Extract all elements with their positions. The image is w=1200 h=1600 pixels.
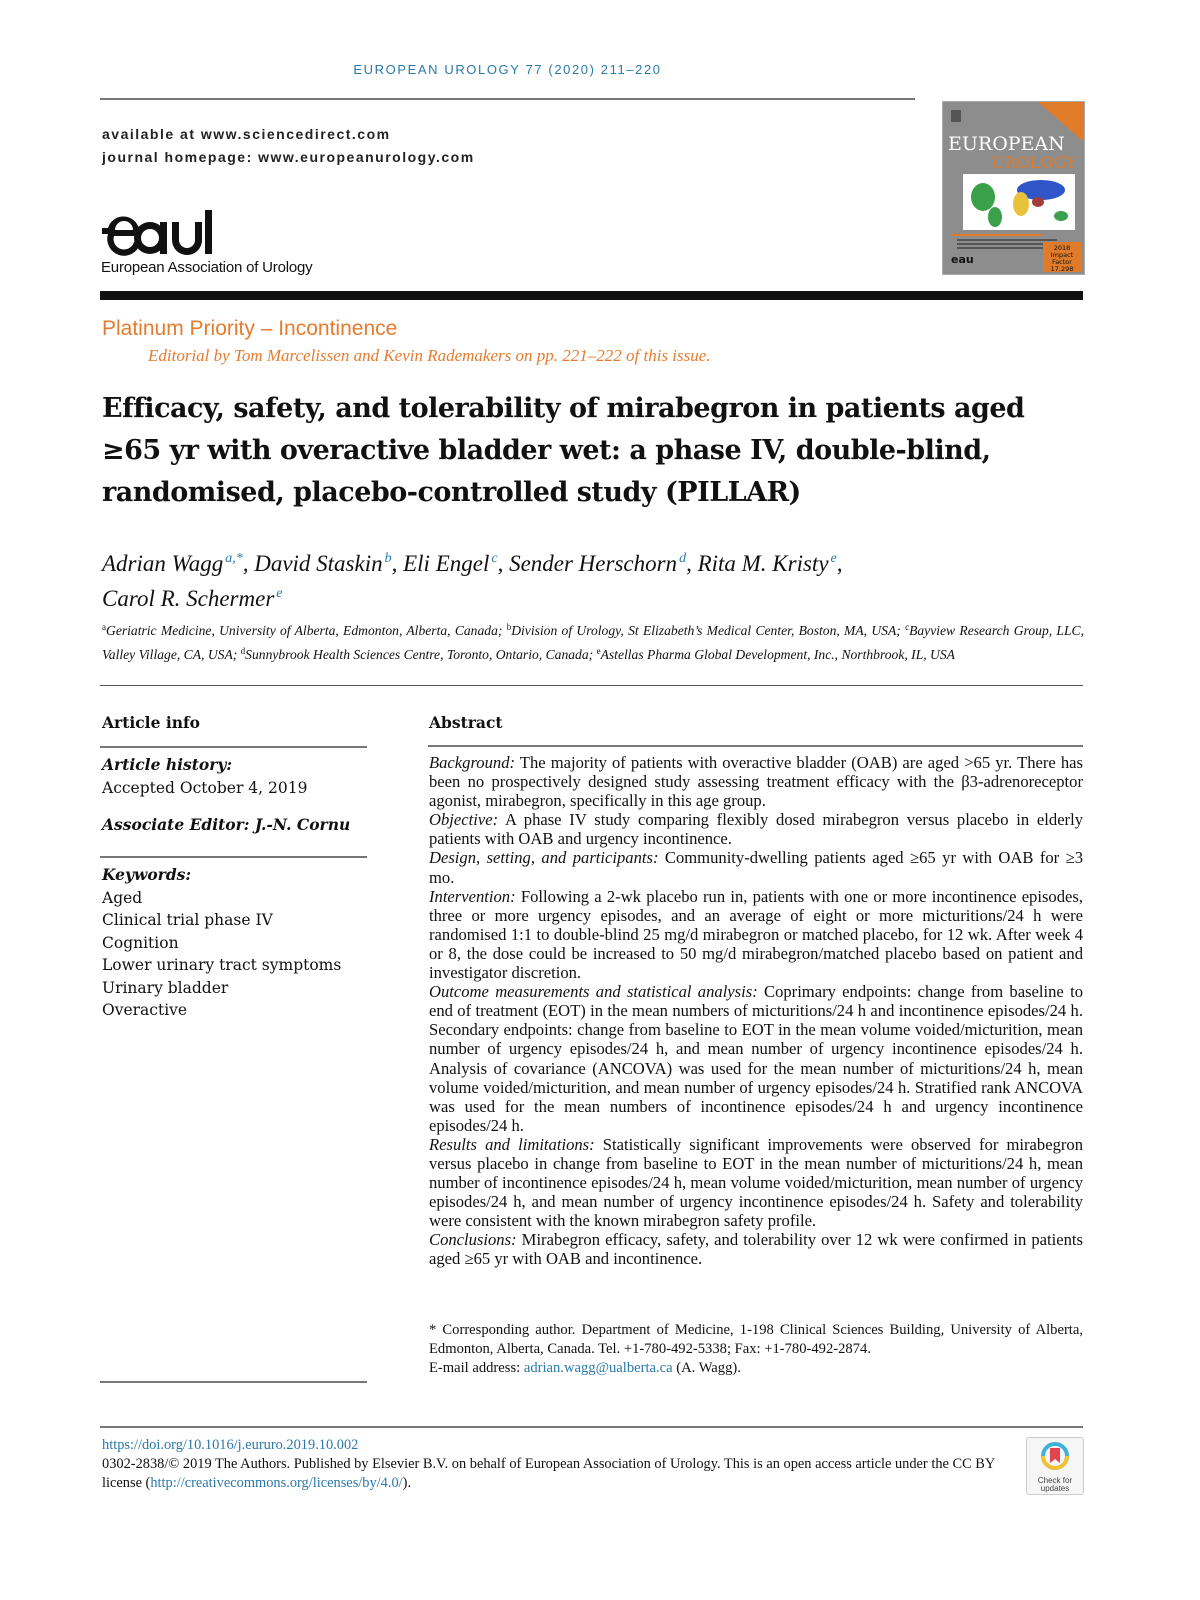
affiliation-mark: e	[596, 646, 601, 656]
license-link[interactable]: http://creativecommons.org/licenses/by/4.0/	[150, 1474, 403, 1491]
keyword: Overactive	[102, 1001, 188, 1019]
abstract-section-text: Community-dwelling patients aged ≥65 yr with OAB for ≥3 mo.	[429, 848, 1083, 887]
svg-text:eau: eau	[951, 253, 974, 266]
keyword: Aged	[102, 888, 143, 907]
keyword: Cognition	[102, 933, 179, 952]
eau-logo	[100, 208, 340, 260]
author	[403, 551, 509, 576]
journal-cover-thumbnail[interactable]	[942, 101, 1085, 275]
email-link[interactable]: adrian.wagg@ualberta.ca	[523, 1360, 673, 1376]
header-divider	[100, 98, 915, 100]
abstract-section-outcome	[429, 982, 1083, 1135]
article-info-heading: Article info	[102, 713, 200, 732]
svg-text:2018: 2018	[1053, 244, 1071, 252]
keywords-block	[102, 864, 341, 1022]
affiliation: Division of Urology, St Elizabeth’s Medical Center, Boston, MA, USA;	[511, 623, 906, 638]
copyright-text: 0302-2838/© 2019 The Authors. Published by Elsevier B.V. on behalf of European Association of Urology. This is an open access article under the CC BY license (	[102, 1455, 995, 1491]
header-thick-divider	[100, 291, 1083, 300]
author-affiliation-mark[interactable]: c	[491, 551, 498, 566]
author-separator: ,	[686, 551, 698, 576]
author-affiliation-mark[interactable]: b	[384, 551, 392, 566]
eau-logo-mark	[100, 208, 215, 256]
author-separator: ,	[242, 551, 255, 576]
corresponding-author-text: * Corresponding author. Department of Medicine, 1-198 Clinical Sciences Building, University of Alberta, Edmonton, Alberta, Canada. Tel. +1-780-492-5338; Fax: +1-780-492-2874.	[429, 1322, 1083, 1357]
availability-block	[102, 123, 475, 169]
author-affiliation-mark[interactable]: e	[830, 551, 837, 566]
abstract-section-label: Intervention:	[429, 886, 516, 906]
article-info-divider	[100, 746, 367, 748]
author-name: Rita M. Kristy	[697, 551, 829, 576]
abstract-body	[429, 753, 1083, 1269]
available-at-text[interactable]: available at www.sciencedirect.com	[102, 126, 391, 142]
keywords-label: Keywords:	[102, 865, 192, 884]
author-affiliation-mark[interactable]: a,*	[225, 551, 243, 566]
abstract-section-label: Outcome measurements and statistical analysis:	[429, 982, 758, 1002]
article-title: Efficacy, safety, and tolerability of mirabegron in patients aged ≥65 yr with overactive bladder wet: a phase IV, double-blind, randomised, placebo-controlled study (PILLAR)	[102, 393, 1025, 508]
email-suffix: (A. Wagg).	[672, 1360, 741, 1376]
author-name: Eli Engel	[403, 551, 490, 576]
abstract-section-text: Following a 2-wk placebo run in, patients with one or more incontinence episodes, three or more urgency episodes, and an average of eight or more micturitions/24 h were randomised 1:1 to double-blind 25 mg/d mirabegron or matched placebo, for 12 wk. After week 4 or 8, the dose could be increased to 50 mg/d mirabegron/matched placebo based on patient and investigator discretion.	[429, 886, 1083, 983]
check-for-updates-icon	[1040, 1441, 1070, 1473]
cover-image	[943, 102, 1084, 274]
editorial-note: Editorial by Tom Marcelissen and Kevin Rademakers on pp. 221–222 of this issue.	[148, 346, 711, 365]
abstract-section-text: The majority of patients with overactive bladder (OAB) are aged >65 yr. There has been no prospectively designed study assessing treatment efficacy with the β3-adrenoreceptor agonist, mirabegron, specifically in this age group.	[429, 753, 1083, 811]
abstract-section-text: A phase IV study comparing flexibly dosed mirabegron versus placebo in elderly patients with OAB and urgency incontinence.	[429, 810, 1083, 849]
abstract-section-objective	[429, 810, 1083, 848]
author	[102, 586, 282, 611]
abstract-section-intervention	[429, 887, 1083, 982]
article-history-label: Article history:	[102, 755, 233, 774]
abstract-section-text: Statistically significant improvements were observed for mirabegron versus placebo in change from baseline to EOT in the mean number of micturitions/24 h, mean number of incontinence episodes/24 h, mean volume voided/micturition, mean number of urgency episodes/24 h, and mean number of urgency incontinence episodes/24 h. Safety and tolerability were consistent with the known mirabegron safety profile.	[429, 1134, 1083, 1231]
affiliations	[102, 617, 1084, 665]
affiliation: Geriatric Medicine, University of Alberta, Edmonton, Alberta, Canada;	[106, 623, 507, 638]
check-for-updates-label: updates	[1040, 1484, 1070, 1493]
journal-homepage-text[interactable]: journal homepage: www.europeanurology.com	[102, 149, 475, 165]
abstract-section-results	[429, 1135, 1083, 1230]
affiliation-mark: c	[905, 622, 910, 632]
author-name: Carol R. Schermer	[102, 586, 275, 611]
abstract-section-label: Design, setting, and participants:	[429, 848, 659, 868]
author	[254, 551, 403, 576]
abstract-section-label: Results and limitations:	[429, 1134, 595, 1154]
society-name: European Association of Urology	[101, 259, 313, 276]
keyword: Clinical trial phase IV	[102, 911, 273, 929]
footer-divider	[100, 1426, 1083, 1428]
keywords-divider	[100, 856, 367, 858]
author-list	[102, 544, 1092, 614]
check-for-updates-button[interactable]	[1026, 1437, 1084, 1495]
check-for-updates-label: Check for	[1037, 1476, 1073, 1485]
abstract-section-label: Objective:	[429, 810, 499, 830]
author-name: Adrian Wagg	[102, 551, 224, 576]
article-history	[102, 754, 307, 799]
doi-link[interactable]: https://doi.org/10.1016/j.eururo.2019.10.002	[102, 1437, 359, 1453]
affiliation: Astellas Pharma Global Development, Inc., Northbrook, IL, USA	[600, 647, 955, 662]
abstract-section-text: Coprimary endpoints: change from baseline to end of treatment (EOT) in the mean numbers of micturitions/24 h and incontinence episodes/24 h. Secondary endpoints: change from baseline to EOT in the mean volume voided/micturition, mean number of urgency episodes/24 h, and mean number of urgency incontinence episodes/24 h. Analysis of covariance (ANCOVA) was used for the mean number of micturitions/24 h, mean volume voided/micturition, and mean number of urgency episodes/24 h. Stratified rank ANCOVA was used for the mean numbers of incontinence episodes/24 h and urgency incontinence episodes/24 h.	[429, 982, 1083, 1135]
accepted-date: Accepted October 4, 2019	[102, 778, 308, 797]
abstract-section-label: Conclusions:	[429, 1230, 517, 1250]
section-label: Platinum Priority – Incontinence	[102, 317, 398, 340]
journal-reference: EUROPEAN UROLOGY 77 (2020) 211–220	[353, 62, 662, 77]
abstract-section-background	[429, 753, 1083, 810]
svg-text:Impact: Impact	[1050, 251, 1074, 259]
author-separator: ,	[391, 551, 404, 576]
corresponding-author-note	[429, 1321, 1083, 1378]
author	[509, 551, 698, 576]
affiliation-mark: b	[506, 622, 512, 632]
author-separator: ,	[497, 551, 510, 576]
author-name: Sender Herschorn	[509, 551, 678, 576]
abstract-section-label: Background:	[429, 753, 516, 772]
abstract-section-design	[429, 848, 1083, 886]
affiliation: Sunnybrook Health Sciences Centre, Toronto, Ontario, Canada;	[245, 647, 597, 662]
abstract-divider	[428, 745, 1083, 747]
svg-text:EUROPEAN: EUROPEAN	[948, 133, 1065, 155]
affiliation-mark: d	[240, 646, 246, 656]
keyword: Urinary bladder	[102, 978, 229, 997]
abstract-heading: Abstract	[429, 713, 503, 732]
author-separator: ,	[836, 551, 843, 576]
left-column-end-divider	[100, 1381, 367, 1383]
author	[698, 551, 843, 576]
svg-text:17.298: 17.298	[1050, 265, 1074, 273]
abstract-section-text: Mirabegron efficacy, safety, and tolerability over 12 wk were confirmed in patients aged ≥65 yr with OAB and incontinence.	[429, 1230, 1083, 1269]
author-name: David Staskin	[254, 551, 383, 576]
associate-editor: Associate Editor: J.-N. Cornu	[102, 815, 351, 834]
footer	[102, 1436, 1012, 1492]
keyword: Lower urinary tract symptoms	[102, 956, 342, 974]
copyright-notice	[102, 1455, 1012, 1493]
affiliation: Bayview Research Group, LLC, Valley Village, CA, USA;	[102, 623, 1084, 662]
author-affiliation-mark[interactable]: d	[679, 551, 687, 566]
copyright-suffix: ).	[402, 1474, 412, 1491]
affiliations-divider	[100, 685, 1083, 686]
affiliation-mark: a	[102, 622, 106, 632]
author-affiliation-mark[interactable]: e	[276, 586, 283, 601]
email-label: E-mail address:	[429, 1360, 524, 1376]
svg-text:Factor: Factor	[1052, 258, 1072, 266]
svg-text:UROLOGY: UROLOGY	[991, 153, 1077, 172]
abstract-section-conclusions	[429, 1230, 1083, 1268]
author	[102, 551, 254, 576]
